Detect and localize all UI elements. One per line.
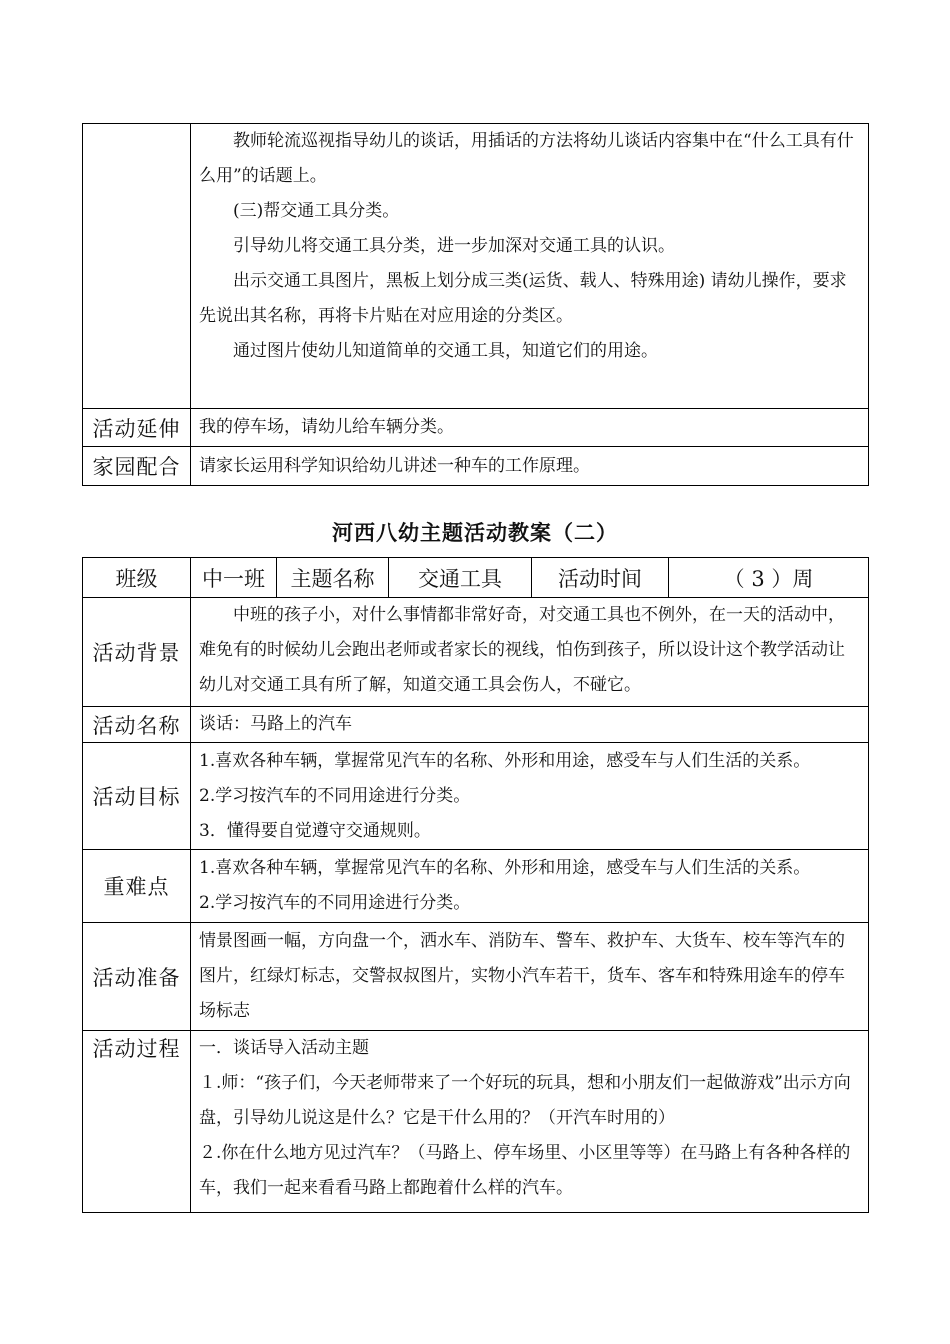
key-point-item: 2.学习按汽车的不同用途进行分类。 [199,893,471,913]
document-title: 河西八幼主题活动教案（二） [332,520,618,545]
process-label-cell [83,124,191,409]
process-paragraph: 教师轮流巡视指导幼儿的谈话，用插话的方法将幼儿谈话内容集中在“什么工具有什么用”的话题上。 [199,131,854,186]
process-paragraph: 引导幼儿将交通工具分类，进一步加深对交通工具的认识。 [233,236,675,256]
class-label: 班级 [83,558,191,598]
key-points-cell [191,850,869,923]
background-text [191,598,869,707]
home-label: 家园配合 [83,447,191,486]
extension-label: 活动延伸 [83,409,191,447]
time-value: （ 3 ）周 [669,558,869,598]
process-step: １.师：“孩子们，今天老师带来了一个好玩的玩具，想和小朋友们一起做游戏”出示方向盘，引导幼儿说这是什么？它是干什么用的？（开汽车时用的） [199,1073,851,1128]
activity-name-text: 谈话：马路上的汽车 [191,707,869,743]
class-value: 中一班 [191,558,277,598]
key-points-label: 重难点 [83,850,191,923]
time-label: 活动时间 [532,558,669,598]
theme-label: 主题名称 [277,558,389,598]
process-paragraph: 出示交通工具图片，黑板上划分成三类(运货、载人、特殊用途) 请幼儿操作，要求先说出其名称，再将卡片贴在对应用途的分类区。 [199,271,847,326]
background-label: 活动背景 [83,598,191,707]
preparation-paragraph: 情景图画一幅，方向盘一个，洒水车、消防车、警车、救护车、大货车、校车等汽车的图片，红绿灯标志，交警叔叔图片，实物小汽车若干，货车、客车和特殊用途车的停车场标志 [199,931,845,1021]
background-paragraph: 中班的孩子小，对什么事情都非常好奇，对交通工具也不例外，在一天的活动中，难免有的时候幼儿会跑出老师或者家长的视线，怕伤到孩子，所以设计这个教学活动让幼儿对交通工具有所了解，知道交通工具会伤人，不碰它。 [199,605,845,695]
process-heading: 一．谈话导入活动主题 [199,1038,369,1058]
goals-cell [191,743,869,850]
goal-item: 1.喜欢各种车辆，掌握常见汽车的名称、外形和用途，感受车与人们生活的关系。 [199,750,811,771]
home-text: 请家长运用科学知识给幼儿讲述一种车的工作原理。 [191,447,869,486]
lesson-plan-table [82,557,869,1213]
extension-text: 我的停车场，请幼儿给车辆分类。 [191,409,869,447]
goals-label: 活动目标 [83,743,191,850]
lesson-plan-table-continued [82,123,869,486]
process-label: 活动过程 [83,1031,191,1213]
activity-name-label: 活动名称 [83,707,191,743]
process-content-cell [191,124,869,409]
process-paragraph: 通过图片使幼儿知道简单的交通工具，知道它们的用途。 [233,341,658,361]
process-step: ２.你在什么地方见过汽车？（马路上、停车场里、小区里等等）在马路上有各种各样的车，我们一起来看看马路上都跑着什么样的汽车。 [199,1143,851,1198]
preparation-label: 活动准备 [83,923,191,1031]
goal-item: 3．懂得要自觉遵守交通规则。 [199,820,431,841]
goal-item: 2.学习按汽车的不同用途进行分类。 [199,785,471,806]
key-point-item: 1.喜欢各种车辆，掌握常见汽车的名称、外形和用途，感受车与人们生活的关系。 [199,858,811,878]
process-cell [191,1031,869,1213]
theme-value: 交通工具 [389,558,532,598]
process-paragraph: (三)帮交通工具分类。 [233,201,400,221]
preparation-text [191,923,869,1031]
